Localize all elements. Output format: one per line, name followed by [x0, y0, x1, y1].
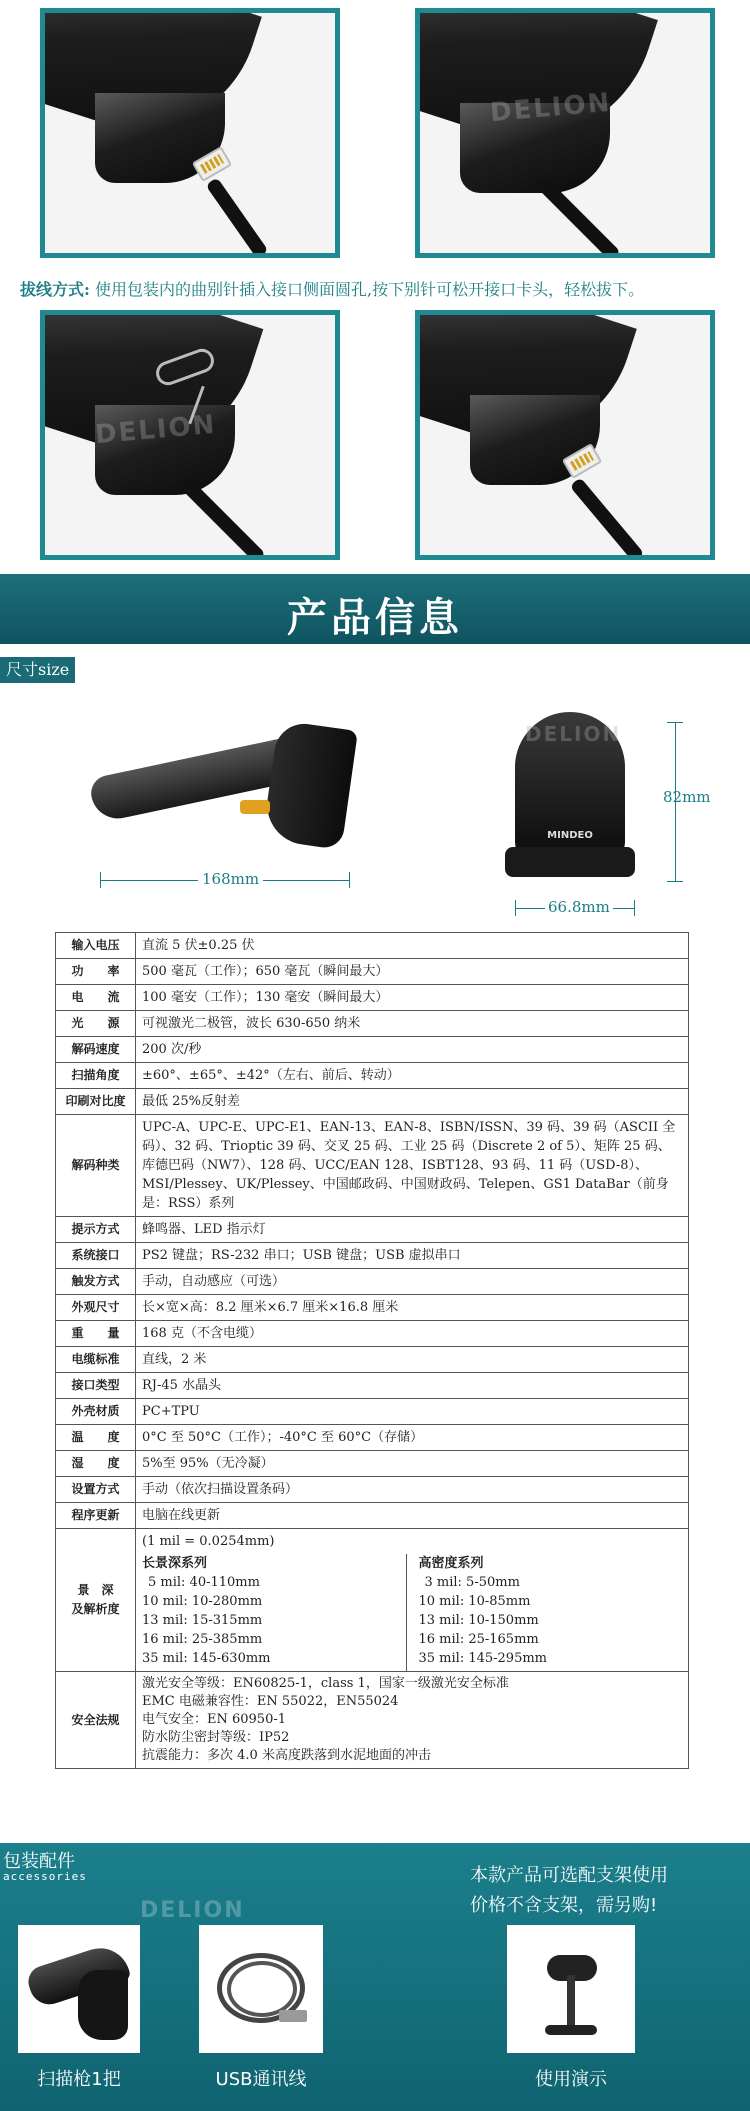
product-info-banner — [0, 574, 750, 644]
spec-value: 直流 5 伏±0.25 伏 — [136, 933, 689, 959]
spec-key: 输入电压 — [56, 933, 136, 959]
accessory-usb-cable-image — [199, 1925, 323, 2053]
resolution-unit: (1 mil = 0.0254mm) — [142, 1534, 275, 1549]
spec-key: 扫描角度 — [56, 1063, 136, 1089]
accessory-stand-image — [507, 1925, 635, 2053]
spec-key: 程序更新 — [56, 1503, 136, 1529]
watermark-text-3: DELION — [525, 722, 622, 746]
spec-value-safety — [136, 1672, 689, 1769]
spec-value: UPC-A、UPC-E、UPC-E1、EAN-13、EAN-8、ISBN/ISSN、39 码、39 码（ASCII 全码）、32 码、Trioptic 39 码、交叉 25 码、工业 25 码（Discrete 2 of 5）、矩阵 25 码、库德巴码（NW7）、128 码、UCC/EAN 128、ISBT128、93 码、11 码（USD-8）、MSI/Plessey、UK/Plessey、中国邮政码、中国财政码、Telepen、GS1 DataBar（前身是：RSS）系列 — [136, 1115, 689, 1217]
spec-table-extra — [56, 1529, 689, 1769]
table-row — [56, 1115, 689, 1217]
unplug-instructions — [20, 277, 644, 300]
size-tag: 尺寸size — [0, 657, 75, 683]
table-row — [56, 1373, 689, 1399]
spec-key: 景 深 及解析度 — [56, 1529, 136, 1672]
table-row — [56, 1295, 689, 1321]
table-row — [56, 1269, 689, 1295]
spec-value: 168 克（不含电缆） — [136, 1321, 689, 1347]
table-row-resolution — [56, 1529, 689, 1672]
spec-value: PS2 键盘；RS-232 串口；USB 键盘；USB 虚拟串口 — [136, 1243, 689, 1269]
resolution-left-2: 13 mil: 15-315mm — [142, 1613, 263, 1628]
stand-note — [470, 1861, 668, 1921]
resolution-right-3: 16 mil: 25-165mm — [418, 1632, 539, 1647]
spec-value: 最低 25%反射差 — [136, 1089, 689, 1115]
table-row — [56, 1243, 689, 1269]
watermark-text: DELION — [488, 87, 613, 129]
spec-key: 触发方式 — [56, 1269, 136, 1295]
spec-value-resolution — [136, 1529, 689, 1672]
table-row — [56, 1347, 689, 1373]
spec-key: 印刷对比度 — [56, 1089, 136, 1115]
banner-title: 产品信息 — [287, 595, 463, 641]
spec-key: 温 度 — [56, 1425, 136, 1451]
resolution-grid — [136, 1554, 688, 1671]
table-row — [56, 1217, 689, 1243]
spec-value: RJ-45 水晶头 — [136, 1373, 689, 1399]
unplug-label: 拔线方式: — [20, 280, 90, 299]
trigger — [240, 800, 270, 814]
caption-usb-cable: USB通讯线 — [215, 2069, 307, 2090]
spec-key: 解码种类 — [56, 1115, 136, 1217]
safety-line-2: 电气安全：EN 60950-1 — [142, 1712, 287, 1727]
spec-key: 设置方式 — [56, 1477, 136, 1503]
spec-value: 手动（依次扫描设置条码） — [136, 1477, 689, 1503]
resolution-left-3: 16 mil: 25-385mm — [142, 1632, 263, 1647]
resolution-right-1: 10 mil: 10-85mm — [418, 1594, 531, 1609]
watermark-text-4: DELION — [140, 1898, 245, 1923]
spec-key: 湿 度 — [56, 1451, 136, 1477]
scanner-front-image — [505, 712, 635, 882]
spec-value: 5%至 95%（无冷凝） — [136, 1451, 689, 1477]
spec-key: 外观尺寸 — [56, 1295, 136, 1321]
resolution-left-1: 10 mil: 10-280mm — [142, 1594, 263, 1609]
spec-key: 电 流 — [56, 985, 136, 1011]
table-row — [56, 959, 689, 985]
brand-label: MINDEO — [547, 830, 593, 841]
spec-value: PC+TPU — [136, 1399, 689, 1425]
spec-key: 接口类型 — [56, 1373, 136, 1399]
spec-value: 200 次/秒 — [136, 1037, 689, 1063]
caption-scanner: 扫描枪1把 — [37, 2069, 121, 2090]
spec-key: 系统接口 — [56, 1243, 136, 1269]
safety-line-4: 抗震能力：多次 4.0 米高度跌落到水泥地面的冲击 — [142, 1748, 431, 1763]
spec-table — [55, 932, 689, 1769]
spec-key: 外壳材质 — [56, 1399, 136, 1425]
stand-note-line2: 价格不含支架，需另购! — [470, 1895, 658, 1916]
spec-value: 500 毫瓦（工作）；650 毫瓦（瞬间最大） — [136, 959, 689, 985]
spec-value: 直线，2 米 — [136, 1347, 689, 1373]
spec-value: ±60°、±65°、±42°（左右、前后、转动） — [136, 1063, 689, 1089]
watermark-text-2: DELION — [93, 409, 218, 451]
table-row — [56, 933, 689, 959]
resolution-right-2: 13 mil: 10-150mm — [418, 1613, 539, 1628]
unplug-text: 使用包装内的曲别针插入接口侧面圆孔,按下别针可松开接口卡头，轻松拔下。 — [95, 280, 645, 299]
resolution-left — [136, 1554, 412, 1671]
spec-value: 手动，自动感应（可选） — [136, 1269, 689, 1295]
table-row — [56, 1037, 689, 1063]
table-row — [56, 1399, 689, 1425]
resolution-right-title: 高密度系列 — [418, 1556, 484, 1571]
spec-value: 可视激光二极管，波长 630-650 纳米 — [136, 1011, 689, 1037]
height-label: 82mm — [663, 788, 711, 806]
scanner-side-image — [90, 715, 350, 855]
photo-plugged-left — [40, 8, 340, 258]
table-row — [56, 1503, 689, 1529]
resolution-left-4: 35 mil: 145-630mm — [142, 1651, 271, 1666]
table-row — [56, 985, 689, 1011]
spec-key: 光 源 — [56, 1011, 136, 1037]
table-row — [56, 1477, 689, 1503]
resolution-left-0: 5 mil: 40-110mm — [148, 1575, 260, 1590]
caption-demo: 使用演示 — [535, 2069, 607, 2090]
table-row — [56, 1425, 689, 1451]
resolution-right-4: 35 mil: 145-295mm — [418, 1651, 548, 1666]
length-label: 168mm — [198, 870, 263, 888]
resolution-right — [406, 1554, 689, 1671]
safety-line-1: EMC 电磁兼容性：EN 55022，EN55024 — [142, 1694, 399, 1709]
photo-paperclip — [40, 310, 340, 560]
safety-line-0: 激光安全等级：EN60825-1，class 1，国家一级激光安全标准 — [142, 1676, 509, 1691]
resolution-right-0: 3 mil: 5-50mm — [424, 1575, 520, 1590]
spec-key: 重 量 — [56, 1321, 136, 1347]
width-label: 66.8mm — [545, 898, 613, 916]
table-row — [56, 1011, 689, 1037]
stand-note-line1: 本款产品可选配支架使用 — [470, 1865, 668, 1886]
package-subtitle: accessories — [3, 1870, 87, 1883]
spec-key: 提示方式 — [56, 1217, 136, 1243]
table-row — [56, 1089, 689, 1115]
spec-value: 长×宽×高：8.2 厘米×6.7 厘米×16.8 厘米 — [136, 1295, 689, 1321]
table-row — [56, 1451, 689, 1477]
spec-key: 功 率 — [56, 959, 136, 985]
spec-value: 100 毫安（工作）；130 毫安（瞬间最大） — [136, 985, 689, 1011]
spec-table-body — [56, 933, 689, 1529]
spec-value: 电脑在线更新 — [136, 1503, 689, 1529]
table-row — [56, 1321, 689, 1347]
photo-unplugged — [415, 310, 715, 560]
spec-value: 蜂鸣器、LED 指示灯 — [136, 1217, 689, 1243]
safety-line-3: 防水防尘密封等级：IP52 — [142, 1730, 290, 1745]
resolution-left-title: 长景深系列 — [142, 1556, 208, 1571]
accessory-scanner-image — [18, 1925, 140, 2053]
accessories-section — [0, 1843, 750, 2111]
spec-value: 0°C 至 50°C（工作）；-40°C 至 60°C（存储） — [136, 1425, 689, 1451]
spec-key: 电缆标准 — [56, 1347, 136, 1373]
photo-plugged-right — [415, 8, 715, 258]
table-row — [56, 1063, 689, 1089]
spec-key: 安全法规 — [56, 1672, 136, 1769]
spec-key: 解码速度 — [56, 1037, 136, 1063]
table-row-safety — [56, 1672, 689, 1769]
package-title: 包装配件 — [3, 1851, 75, 1872]
